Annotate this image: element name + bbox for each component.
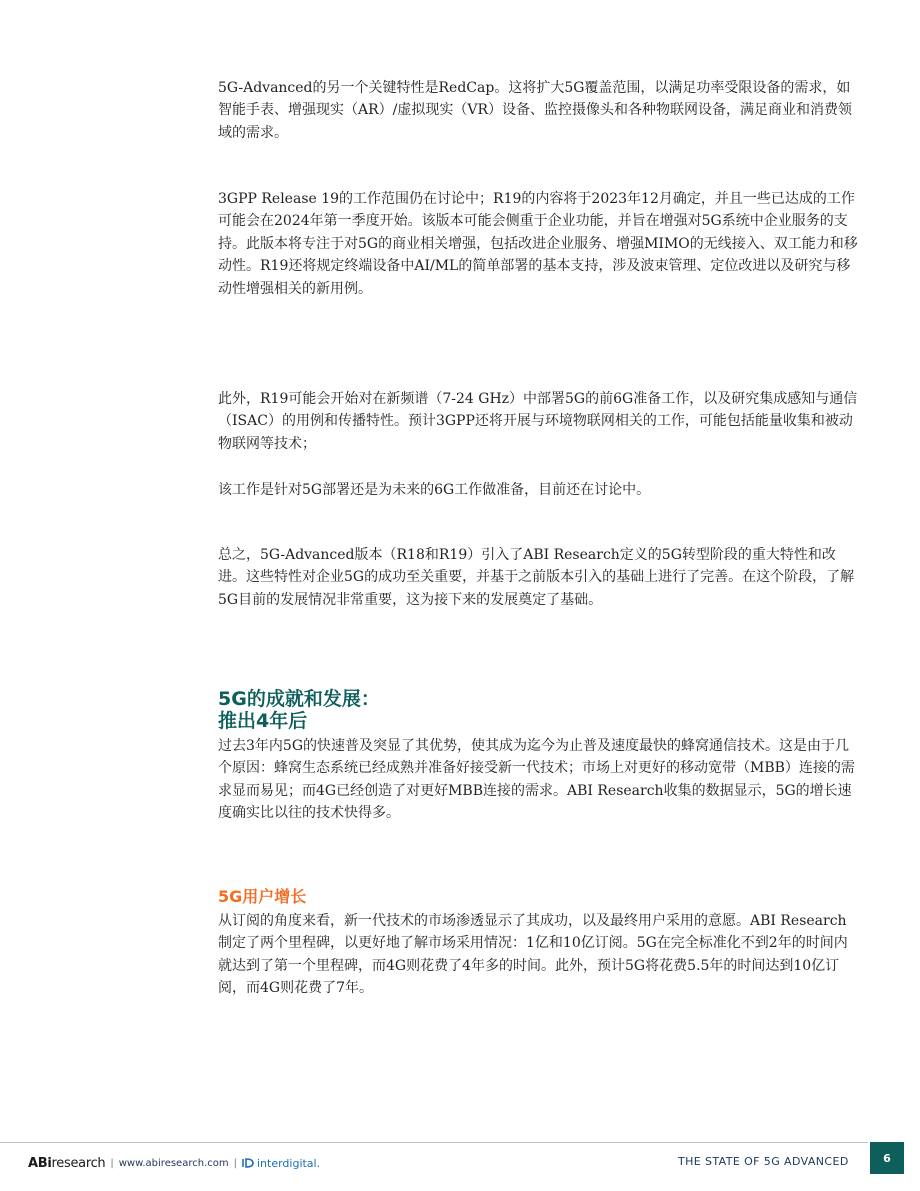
paragraph-5g-growth: 过去3年内5G的快速普及突显了其优势，使其成为迄今为止普及速度最快的蜂窝通信技术。这是由于几个原因：蜂窝生态系统已经成熟并准备好接受新一代技术；市场上对更好的移动宽带（MBB）连接的需求显而易见；而4G已经创造了对更好MBB连接的需求。ABI Research收集的数据显示，5G的增长速度确实比以往的技术快得多。 xyxy=(218,738,855,822)
interdigital-logo: interdigital. xyxy=(242,1157,320,1170)
paragraph-subscriptions: 从订阅的角度来看，新一代技术的市场渗透显示了其成功，以及最终用户采用的意愿。ABI Research制定了两个里程碑，以更好地了解市场采用情况：1亿和10亿订阅。5G在完全标准化不到2年的时间内就达到了第一个里程碑，而4G则花费了4年多的时间。此外，预计5G将花费5.5年的时间达到10亿订阅，而4G则花费了7年。 xyxy=(218,913,848,997)
report-title: THE STATE OF 5G ADVANCED xyxy=(678,1155,849,1168)
abi-research-logo: ABiresearch xyxy=(28,1155,106,1171)
section-heading xyxy=(218,688,860,732)
subsection-heading: 5G用户增长 xyxy=(218,887,307,906)
footer-separator: | xyxy=(233,1157,237,1169)
section-heading-line1: 5G的成就和发展： xyxy=(218,688,380,710)
paragraph-discussion: 该工作是针对5G部署还是为未来的6G工作做准备，目前还在讨论中。 xyxy=(218,482,651,498)
interdigital-mark-icon xyxy=(242,1158,254,1168)
paragraph-summary: 总之，5G-Advanced版本（R18和R19）引入了ABI Research定义的5G转型阶段的重大特性和改进。这些特性对企业5G的成功至关重要，并基于之前版本引入的基础上进行了完善。在这个阶段，了解5G目前的发展情况非常重要，这为接下来的发展奠定了基础。 xyxy=(218,547,855,608)
footer xyxy=(28,1153,320,1173)
section-heading-line2: 推出4年后 xyxy=(218,710,308,732)
paragraph-redcap: 5G-Advanced的另一个关键特性是RedCap。这将扩大5G覆盖范围，以满足功率受限设备的需求，如智能手表、增强现实（AR）/虚拟现实（VR）设备、监控摄像头和各种物联网设备，满足商业和消费领域的需求。 xyxy=(218,80,853,141)
footer-url-link[interactable]: www.abiresearch.com xyxy=(118,1157,229,1169)
paragraph-r19-6g: 此外，R19可能会开始对在新频谱（7-24 GHz）中部署5G的前6G准备工作，以及研究集成感知与通信（ISAC）的用例和传播特性。预计3GPP还将开展与环境物联网相关的工作，可能包括能量收集和被动物联网等技术； xyxy=(218,391,858,452)
page-number-badge: 6 xyxy=(870,1142,904,1174)
footer-divider xyxy=(0,1142,868,1143)
footer-separator: | xyxy=(110,1157,114,1169)
paragraph-release-19: 3GPP Release 19的工作范围仍在讨论中；R19的内容将于2023年12月确定，并且一些已达成的工作可能会在2024年第一季度开始。该版本可能会侧重于企业功能，并旨在增强对5G系统中企业服务的支持。此版本将专注于对5G的商业相关增强，包括改进企业服务、增强MIMO的无线接入、双工能力和移动性。R19还将规定终端设备中AI/ML的简单部署的基本支持，涉及波束管理、定位改进以及研究与移动性增强相关的新用例。 xyxy=(218,191,858,297)
